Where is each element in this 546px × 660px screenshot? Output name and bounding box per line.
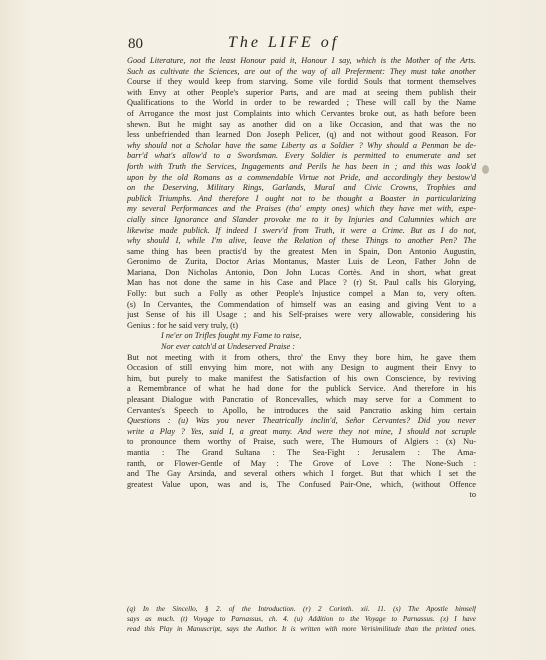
text-line: Folly: but such a Folly as other People's Injustice compel a Man to, very often. [127,289,476,299]
text-line: upon by the old Romans as a commendable Virtue not Pride, and accordingly they bestow'd [127,172,476,182]
text-line: But not meeting with it from others, thro' the Envy they bore him, he gave them [127,352,476,362]
verse-line: Nor ever catch'd at Undeserved Praise : [161,342,296,352]
text-line: Mariana, Don Nicholas Antonio, Don John Lucas Cortès. And in short, what great [127,267,476,277]
text-line: (s) In Cervantes, the Commendation of himself was an easing and giving Vent to a [127,299,476,309]
footnote-line: (q) In the Sincello, § 2. of the Introduction. (r) 2 Corinth. xii. 11. (s) The Apostle himself [127,605,476,613]
text-line: on the Deserving, Military Rings, Garlands, Mural and Civic Crowns, Trophies and [127,183,476,193]
text-line: mantia : The Grand Sultana : The Sea-Fight : Jerusalem : The Ama- [127,447,476,457]
text-line: shewn. But he might say as another did on a like Occasion, and that was the no [127,119,476,129]
text-line: of Arrogance the most just Complaints into which Cervantes broke out, as hath before been [127,108,476,118]
text-line: greatest Value upon, was and is, The Confused Pair-One, which, (without Offence [127,479,476,489]
text-line: Cervantes's Speech to Apollo, he introduces the said Pancratio asking him certain [127,405,476,415]
text-line: Occasion of still envying him more, not with any Design to augment their Envy to [127,363,476,373]
text-line: Geronimo de Zurita, Doctor Arias Montanus, Master Luis de Leon, Father John de [127,257,476,267]
text-line: just Sense of his ill Usage ; and his Self-praises were very allowable, considering his [127,310,476,320]
text-line: cially since Ignorance and Slander provoke me to it by Injuries and Calumnies which are [127,214,476,224]
footnote-line: says as much. (t) Voyage to Parnassus, ch. 4. (u) Addition to the Voyage to Parnassus. (x) I have [127,615,476,623]
text-line: less unbefriended than learned Don Joseph Pelicer, (q) and not without good Reason. For [127,130,476,140]
text-line: with Envy at other People's superior Parts, and are mad at seeing them publish their [127,87,476,97]
text-line: publick Triumphs. And therefore I ought not to be thought a Boaster in particularizing [127,193,476,203]
text-line: likewise made publick. If indeed I swerv'd from Truth, it were a Crime. But as I do not, [127,225,476,235]
footnote-line: read this Play in Manuscript, says the Author. It is written with more Verisimilitude than the printed ones. [127,625,476,633]
text-line: Genius : for he said very truly, (t) [127,320,238,330]
text-line: barr'd what's allow'd to a Swordsman. Every Soldier is permitted to enumerate and set [127,151,476,161]
page-header [128,36,468,54]
text-line: Qualifications to the World in order to be rewarded ; These will call by the Name [127,98,476,108]
text-line: why should not a Scholar have the same Liberty as a Soldier ? Why should a Penman be de- [127,140,476,150]
footnotes [127,604,476,634]
text-line: forth with Truth the Services, Ingagements and Perils he has been in ; and this was look'd [127,161,476,171]
text-line: Course if they would keep from starving. Some vile fordid Souls that torment themselves [127,77,476,87]
body-text [127,56,476,501]
text-line: write a Play ? Yes, said I, a great many. And were they not mine, I should not scruple [127,426,476,436]
text-line: my several Performances and the Praises (tho' empty ones) which they have met with, espe- [127,204,476,214]
text-line: him, but purely to make manifest the Satisfaction of his own Conscience, by reviving [127,373,476,383]
verse-line: I ne'er on Trifles fought my Fame to raise, [161,331,302,341]
text-line: pleasant Dialogue with Pancratio of Roncevalles, which may serve for a Comment to [127,395,476,404]
margin-spot [482,165,489,174]
page-number: 80 [128,36,143,52]
catchword: to [469,490,476,500]
text-line: a Remembrance of what he had done for the publick Service. And therefore in his [127,384,476,394]
text-line: why should I, while I'm alive, leave the Relation of these Things to another Pen? The [127,236,476,246]
running-title: The LIFE of [228,34,340,51]
text-line: same thing has been practis'd by the greatest Men in Spain, Don Antonio Augustin, [127,246,476,256]
text-line: Man has not done the same in his Case and Place ? (r) St. Paul calls his Glorying, [127,278,476,288]
text-line: ranth, or Flower-Gentle of May : The Grove of Love : The None-Such : [127,458,476,468]
text-line: and The Gay Arsinda, and several others which I forget. But that which I set the [127,469,476,479]
text-line: Questions : (u) Was you never Theatrically inclin'd, Señor Cervantes? Did you never [127,416,476,426]
text-line: Good Literature, not the least Honour paid it, Honour I say, which is the Mother of the Arts. [127,56,476,65]
text-line: Such as cultivate the Sciences, are out of the way of all Preferment: They must take another [127,66,476,76]
text-line: to pronounce them worthy of Praise, such were, The Humours of Algiers : (x) Nu- [127,437,476,447]
